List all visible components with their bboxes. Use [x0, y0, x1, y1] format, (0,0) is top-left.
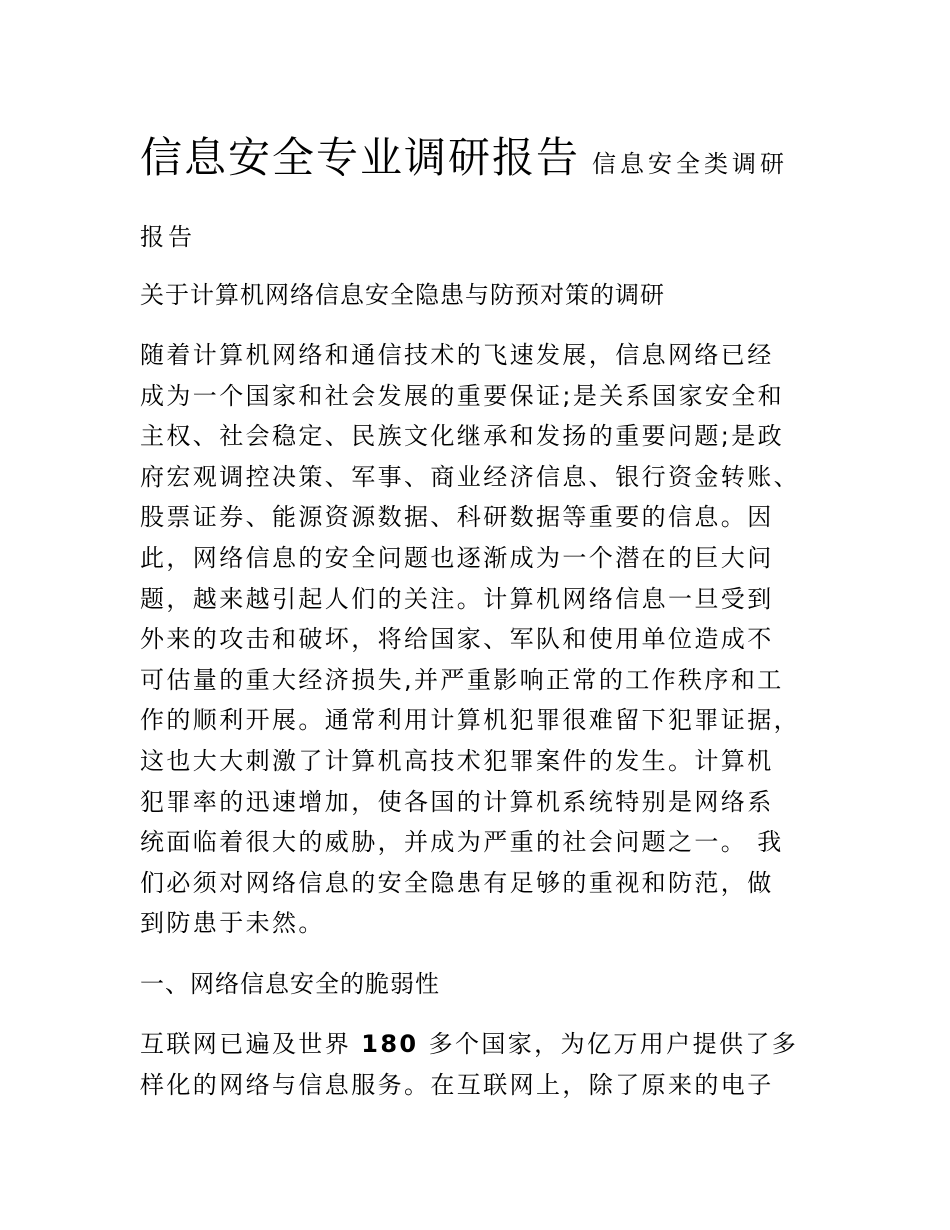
paragraph-line: 可估量的重大经济损失,并严重影响正常的工作秩序和工 [140, 665, 784, 694]
paragraph-line [140, 1024, 810, 1065]
paragraph-line: 题，越来越引起人们的关注。计算机网络信息一旦受到 [140, 584, 774, 613]
paragraph-line: 府宏观调控决策、军事、商业经济信息、银行资金转账、 [140, 462, 800, 491]
paragraph-line: 统面临着很大的威胁，并成为严重的社会问题之一。 我 [140, 828, 784, 857]
document-title-continuation: 报告 [140, 223, 196, 251]
paragraph-line: 犯罪率的迅速增加，使各国的计算机系统特别是网络系 [140, 787, 774, 816]
text-run: 多个国家，为亿万用户提供了多 [418, 1029, 799, 1058]
text-run: 互联网已遍及世界 [140, 1029, 362, 1058]
section1-paragraph [140, 1024, 810, 1105]
paragraph-line: 到防患于未然。 [140, 909, 325, 938]
paragraph-line: 随着计算机网络和通信技术的飞速发展，信息网络已经 [140, 341, 774, 369]
paragraph-line: 主权、社会稳定、民族文化继承和发扬的重要问题;是政 [140, 422, 785, 451]
document-title: 信息安全专业调研报告 [140, 133, 581, 182]
document-page [140, 128, 810, 1105]
document-title-suffix: 信息安全类调研 [592, 150, 789, 178]
document-subtitle: 关于计算机网络信息安全隐患与防预对策的调研 [140, 281, 665, 309]
section-heading: 一、网络信息安全的脆弱性 [140, 969, 440, 998]
paragraph-line: 作的顺利开展。通常利用计算机犯罪很难留下犯罪证据， [140, 706, 800, 735]
paragraph-line: 此，网络信息的安全问题也逐渐成为一个潜在的巨大问 [140, 543, 774, 572]
title-line [140, 128, 810, 197]
paragraph-line: 成为一个国家和社会发展的重要保证;是关系国家安全和 [140, 381, 785, 410]
paragraph-line: 外来的攻击和破坏，将给国家、军队和使用单位造成不 [140, 625, 774, 654]
paragraph-line: 这也大大刺激了计算机高技术犯罪案件的发生。计算机 [140, 746, 774, 775]
intro-paragraph [140, 335, 810, 944]
paragraph-line: 股票证券、能源资源数据、科研数据等重要的信息。因 [140, 503, 774, 532]
paragraph-line: 们必须对网络信息的安全隐患有足够的重视和防范，做 [140, 868, 774, 897]
country-count: 180 [361, 1029, 419, 1058]
paragraph-line: 样化的网络与信息服务。在互联网上，除了原来的电子 [140, 1070, 774, 1099]
